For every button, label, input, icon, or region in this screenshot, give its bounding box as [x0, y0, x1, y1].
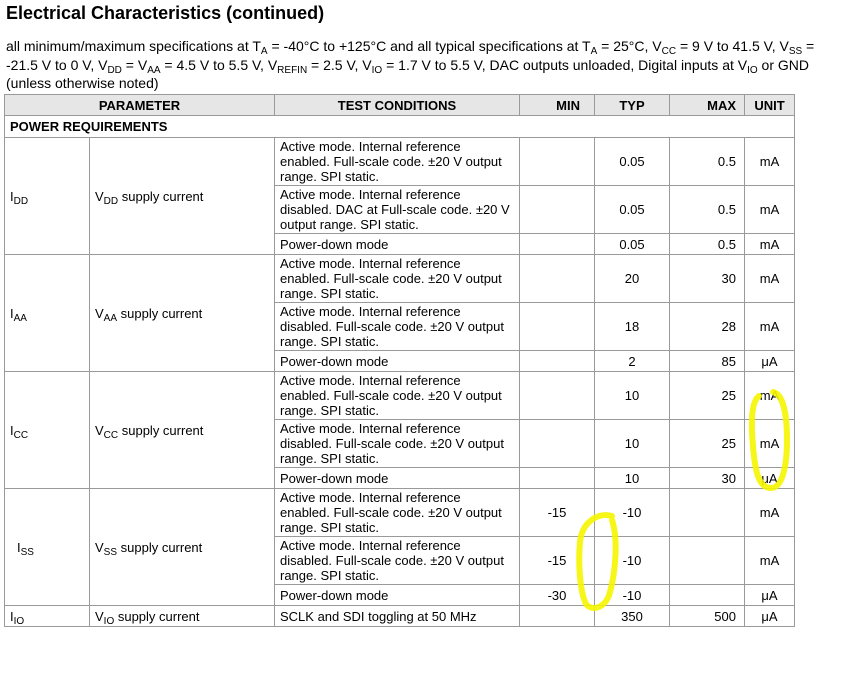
typ-value: -10	[595, 489, 670, 537]
unit-value: mA	[745, 186, 795, 234]
unit-value: μA	[745, 468, 795, 489]
test-condition: Power-down mode	[275, 234, 520, 255]
min-value	[520, 351, 595, 372]
header-min: MIN	[520, 95, 595, 116]
electrical-characteristics-table	[4, 94, 795, 627]
param-symbol: $I_{IO}$	[5, 606, 90, 627]
table-row	[5, 606, 795, 627]
section-title: POWER REQUIREMENTS	[5, 116, 795, 138]
typ-value: 0.05	[595, 138, 670, 186]
param-symbol: $I_{CC}$	[5, 372, 90, 489]
max-value: 28	[670, 303, 745, 351]
test-condition: Active mode. Internal reference enabled. Full-scale code. ±20 V output range. SPI static.	[275, 372, 520, 420]
param-description: $V_{DD}$ supply current	[90, 138, 275, 255]
unit-value: mA	[745, 138, 795, 186]
min-value	[520, 186, 595, 234]
header-row	[5, 95, 795, 116]
max-value: 0.5	[670, 138, 745, 186]
test-condition: Power-down mode	[275, 585, 520, 606]
typ-value: 10	[595, 468, 670, 489]
test-condition: Power-down mode	[275, 351, 520, 372]
header-max: MAX	[670, 95, 745, 116]
test-condition: Active mode. Internal reference disabled. Full-scale code. ±20 V output range. SPI static.	[275, 420, 520, 468]
test-condition: SCLK and SDI toggling at 50 MHz	[275, 606, 520, 627]
header-parameter: PARAMETER	[5, 95, 275, 116]
min-value	[520, 138, 595, 186]
max-value: 0.5	[670, 234, 745, 255]
table-row	[5, 489, 795, 537]
test-condition: Active mode. Internal reference disabled. Full-scale code. ±20 V output range. SPI static.	[275, 537, 520, 585]
max-value: 25	[670, 420, 745, 468]
param-symbol: $I_{AA}$	[5, 255, 90, 372]
header-test-conditions: TEST CONDITIONS	[275, 95, 520, 116]
typ-value: 18	[595, 303, 670, 351]
param-description: $V_{SS}$ supply current	[90, 489, 275, 606]
min-value	[520, 255, 595, 303]
typ-value: 10	[595, 420, 670, 468]
max-value: 30	[670, 255, 745, 303]
min-value	[520, 468, 595, 489]
test-condition: Active mode. Internal reference disabled. Full-scale code. ±20 V output range. SPI static.	[275, 303, 520, 351]
max-value: 0.5	[670, 186, 745, 234]
unit-value: mA	[745, 372, 795, 420]
test-condition: Active mode. Internal reference enabled. Full-scale code. ±20 V output range. SPI static.	[275, 255, 520, 303]
table-row	[5, 372, 795, 420]
header-unit: UNIT	[745, 95, 795, 116]
typ-value: -10	[595, 537, 670, 585]
param-symbol: $I_{SS}$	[5, 489, 90, 606]
section-row	[5, 116, 795, 138]
max-value	[670, 585, 745, 606]
max-value	[670, 489, 745, 537]
typ-value: -10	[595, 585, 670, 606]
unit-value: μA	[745, 585, 795, 606]
max-value	[670, 537, 745, 585]
typ-value: 0.05	[595, 186, 670, 234]
param-description: $V_{AA}$ supply current	[90, 255, 275, 372]
min-value	[520, 420, 595, 468]
unit-value: mA	[745, 420, 795, 468]
header-typ: TYP	[595, 95, 670, 116]
conditions-intro: all minimum/maximum specifications at $T_A = -40^\circ C$ to +125°C and all typical specifications at $T_A = 25^\circ C$, $V_{CC} = 9$ V to 41.5 V, $V_{SS} = -21.5$ V to 0 V, $V_{DD} = V_{AA} = 4.5$ V to 5.5 V, $V_{REFIN} = 2.5$ V, $V_{IO} = 1.7$ V to 5.5 V, DAC outputs unloaded, Digital inputs at $V_{IO}$ or GND (unless otherwise noted)	[6, 38, 815, 91]
unit-value: mA	[745, 489, 795, 537]
max-value: 500	[670, 606, 745, 627]
max-value: 85	[670, 351, 745, 372]
unit-value: mA	[745, 234, 795, 255]
page-title: Electrical Characteristics (continued)	[6, 3, 325, 23]
min-value	[520, 234, 595, 255]
min-value	[520, 303, 595, 351]
test-condition: Active mode. Internal reference disabled. DAC at Full-scale code. ±20 V output range. SPI static.	[275, 186, 520, 234]
test-condition: Active mode. Internal reference enabled. Full-scale code. ±20 V output range. SPI static.	[275, 489, 520, 537]
min-value	[520, 372, 595, 420]
unit-value: mA	[745, 303, 795, 351]
param-description: $V_{CC}$ supply current	[90, 372, 275, 489]
unit-value: μA	[745, 606, 795, 627]
max-value: 25	[670, 372, 745, 420]
typ-value: 20	[595, 255, 670, 303]
table-row	[5, 255, 795, 303]
max-value: 30	[670, 468, 745, 489]
min-value: -30	[520, 585, 595, 606]
param-description: $V_{IO}$ supply current	[90, 606, 275, 627]
unit-value: mA	[745, 537, 795, 585]
min-value: -15	[520, 537, 595, 585]
typ-value: 10	[595, 372, 670, 420]
typ-value: 2	[595, 351, 670, 372]
typ-value: 0.05	[595, 234, 670, 255]
test-condition: Power-down mode	[275, 468, 520, 489]
param-symbol: $I_{DD}$	[5, 138, 90, 255]
unit-value: mA	[745, 255, 795, 303]
min-value	[520, 606, 595, 627]
typ-value: 350	[595, 606, 670, 627]
table-row	[5, 138, 795, 186]
unit-value: μA	[745, 351, 795, 372]
min-value: -15	[520, 489, 595, 537]
test-condition: Active mode. Internal reference enabled. Full-scale code. ±20 V output range. SPI static.	[275, 138, 520, 186]
